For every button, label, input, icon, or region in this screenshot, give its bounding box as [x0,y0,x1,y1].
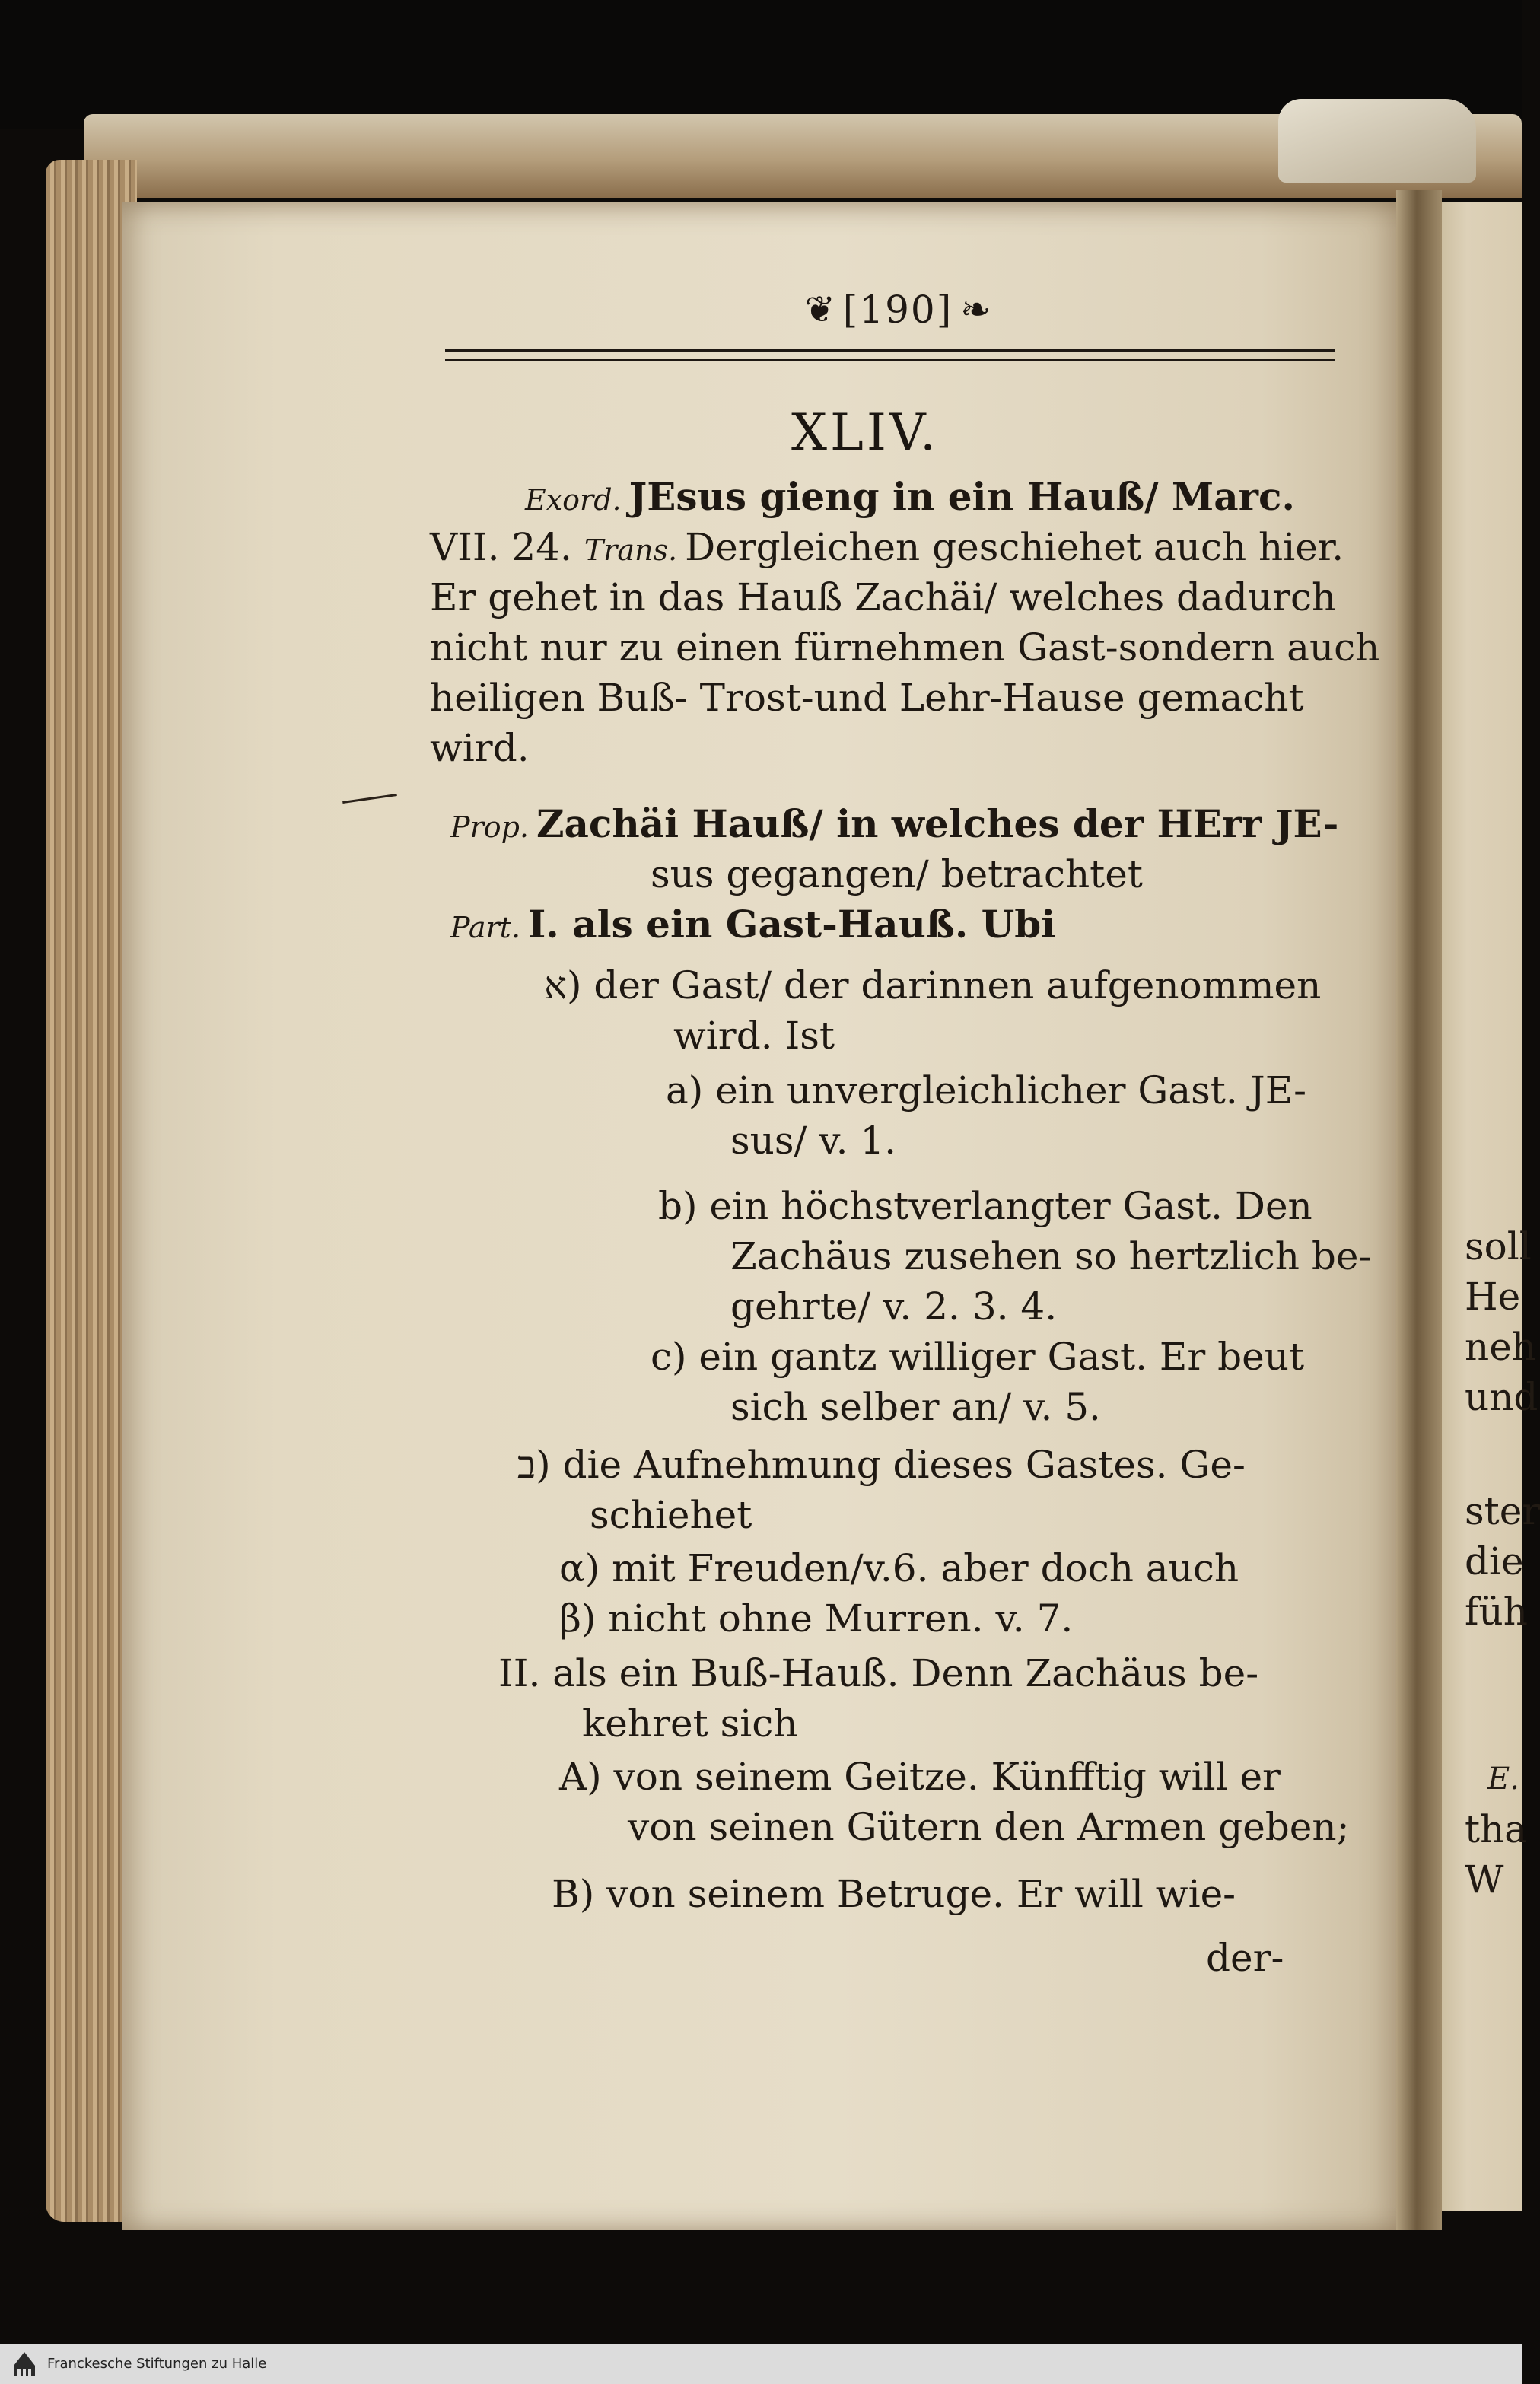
facing-page-text: die [1465,1539,1524,1583]
facing-page-text: tha [1465,1807,1528,1851]
facing-page-text: soll [1465,1224,1532,1268]
text-line: α) mit Freuden/v.6. aber doch auch [559,1546,1239,1590]
facing-page-text: und [1465,1375,1538,1419]
facing-page-text: ster [1465,1489,1540,1533]
facing-page-text: neh [1465,1325,1536,1369]
text-line: II. als ein Buß-Hauß. Denn Zachäus be- [498,1651,1259,1695]
footer-label: Franckesche Stiftungen zu Halle [47,2356,267,2372]
text-line: b) ein höchstverlangter Gast. Den [658,1184,1312,1228]
text-line: א) der Gast/ der darinnen aufgenommen [544,963,1322,1007]
text-line: Exord. JEsus gieng in ein Hauß/ Marc. [525,474,1295,519]
facing-page [1430,202,1522,2211]
facing-page-text: W [1465,1857,1504,1902]
facing-page-text: E. [1488,1762,1519,1797]
propositio-abbr: Prop. [450,810,530,844]
text-line: Zachäus zusehen so hertzlich be- [730,1234,1372,1278]
text-line: wird. Ist [673,1014,835,1058]
text-line: kehret sich [582,1701,798,1746]
text-line: sus gegangen/ betrachtet [651,852,1143,896]
text-line: schiehet [590,1493,752,1537]
page-header [776,283,1020,336]
text-line: von seinen Gütern den Armen geben; [628,1805,1350,1849]
text-line: gehrte/ v. 2. 3. 4. [730,1284,1058,1329]
text-line: sus/ v. 1. [730,1119,897,1163]
section-number: XLIV. [791,403,939,462]
footer-bar [0,2344,1522,2384]
binding-strap [1278,99,1476,183]
page-gutter [1396,190,1442,2245]
text-line: β) nicht ohne Murren. v. 7. [559,1596,1074,1641]
text-line: Er gehet in das Hauß Zachäi/ welches dadurch [430,575,1337,619]
text-line: a) ein unvergleichlicher Gast. JE- [666,1068,1307,1112]
catchword: der- [1206,1936,1284,1980]
text-line: A) von seinem Geitze. Künfftig will er [559,1755,1281,1799]
ornament-left-icon: ❦ [804,288,835,331]
facing-page-text: He [1465,1275,1521,1319]
header-rule [445,349,1335,361]
text-line: ב) die Aufnehmung dieses Gastes. Ge- [517,1443,1246,1487]
text-line: sich selber an/ v. 5. [730,1385,1101,1429]
exordium-abbr: Exord. [525,483,622,517]
text-line: nicht nur zu einen fürnehmen Gast-sondern auch [430,625,1380,670]
ornament-right-icon: ❧ [960,288,991,331]
transitio-abbr: Trans. [584,533,678,567]
background-bottom [76,2230,1522,2344]
facing-page-text: füh [1465,1590,1528,1634]
text-line: Prop. Zachäi Hauß/ in welches der HErr JE- [450,801,1339,846]
part-abbr: Part. [450,911,521,944]
foundation-logo-icon [9,2349,40,2379]
text-line: c) ein gantz williger Gast. Er beut [651,1335,1305,1379]
text-line: B) von seinem Betruge. Er will wie- [552,1872,1236,1916]
text-line: heiligen Buß- Trost-und Lehr-Hause gemacht [430,676,1304,720]
text-line: wird. [430,726,530,770]
text-line: Part. I. als ein Gast-Hauß. Ubi [450,902,1056,947]
text-line: VII. 24. Trans. Dergleichen geschiehet auch hier. [430,525,1344,569]
page-number: [190] [842,288,953,332]
